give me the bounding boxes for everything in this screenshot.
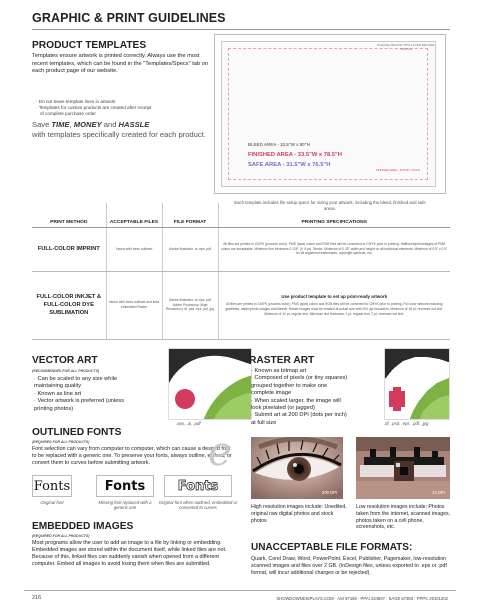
row-method: FULL-COLOR IMPRINT (32, 227, 106, 271)
template-safe-frame (228, 48, 428, 180)
templates-bullet: of complete purchase order (40, 110, 96, 116)
templates-save-text: Save TIME, MONEY and HASSLE with templates specifically created for each product. (32, 120, 206, 139)
font-e-icon: e (208, 429, 232, 475)
fonts-heading: OUTLINED FONTS (32, 427, 122, 438)
table-row (32, 271, 450, 339)
vector-bullets (34, 376, 162, 413)
font-sample-replaced: Fonts (96, 475, 154, 497)
template-caption: Each template includes file setup specs for sizing your artwork, including the bleed, finished and safe areas. (234, 200, 426, 211)
raster-bullet: · When scaled larger, the image will (251, 397, 341, 404)
header-acceptable-files: ACCEPTABLE FILES (106, 203, 162, 227)
vector-recommended: (RECOMMENDED FOR ALL PRODUCTS) (32, 369, 100, 373)
raster-bullet: · Composed of pixels (or tiny squares) (251, 375, 348, 382)
high-res-dpi-label: 200 DPI (322, 490, 338, 495)
high-res-caption: High resolution images include: Unedited, original raw digital photos and stock photos (251, 504, 347, 524)
raster-bullet: complete image (251, 390, 292, 397)
header-file-format: FILE FORMAT (162, 203, 218, 227)
vector-bullet: printing photos) (34, 405, 74, 412)
fonts-required: (REQUIRED FOR ALL PRODUCTS) (32, 440, 90, 444)
font-sample-original: Fonts (32, 475, 72, 497)
footer-divider (24, 590, 456, 591)
raster-formats: .tif, .psd, .eps, .pdf, .jpg (384, 421, 429, 426)
template-note: PLEASE DELETE THIS LAYER BEFORE SAVING (377, 43, 435, 51)
header-print-method: PRINT METHOD (32, 203, 106, 227)
row-format: Adobe Illustrator .ai .eps .pdf (162, 227, 218, 271)
footer-company-info: SHOWDOWNDISPLAYS.COM · ASI 87185 · PPAI 234697 · SAGE 67383 · PPPC 20101202 (276, 596, 448, 601)
row-specs-title: Use product template to set up print-ready artwork (281, 293, 388, 299)
print-methods-table (32, 203, 450, 340)
raster-bullet: · Known as bitmap art (251, 368, 307, 374)
fonts-body: Font selection can vary from computer to computer, which can cause a desired font to be replaced with a generic one. To preserve your fonts, always outline, embed, or convert them to curves before submitting artwork. (32, 446, 232, 467)
raster-bullet: at full size (251, 419, 277, 426)
templates-bullet: · Do not leave template lines in artwork (36, 99, 116, 104)
unacceptable-body: Quark, Corel Draw, Word, PowerPoint, Excel, Publisher, Pagemaker, low-resolution scanned images and files over 2 GB. (InDesign files, unless exported to .eps or .pdf format, will incur additional charges or be rejected). (251, 556, 447, 576)
raster-bullets (251, 368, 371, 427)
font-sample-outlined: Fonts (164, 475, 232, 497)
vector-bullet: · Can be scaled to any size while (34, 376, 118, 382)
page-title: GRAPHIC & PRINT GUIDELINES (32, 11, 226, 25)
template-note-finished: FINISHED AREA - 33.5"W x 78.5"H (376, 168, 421, 172)
raster-bullet: look pixelated (or jagged) (251, 405, 315, 412)
templates-bullets (36, 99, 216, 117)
vector-bullet: · Known as line art (34, 390, 82, 397)
embedded-body: Most programs allow the user to add an image to a file by linking or embedding. Embedded images are stored within the document itself, while linked files are not. Because of this, linked files can suddenly vanish when opened from a different computer. Embed all images to avoid losing them when files are submitted. (32, 540, 227, 568)
unacceptable-heading: UNACCEPTABLE FILE FORMATS: (251, 542, 413, 553)
embedded-required: (REQUIRED FOR ALL PRODUCTS) (32, 534, 90, 538)
raster-bullet: grouped together to make one (251, 382, 328, 389)
finished-area-label: FINISHED AREA - 33.5"W x 78.5"H (248, 152, 342, 158)
templates-heading: PRODUCT TEMPLATES (32, 40, 147, 51)
row-method: FULL-COLOR INKJET & FULL-COLOR DYE SUBLIMATION (32, 271, 106, 339)
font-caption-outlined: Original font when outlined, embedded or converted to curves (158, 500, 238, 511)
low-res-caption: Low resolution images include: Photos taken from the internet, scanned images, photos taken on a cell phone, screenshots, etc. (356, 504, 451, 531)
vector-art-example (168, 348, 252, 420)
vector-formats: .eps, .ai, .pdf (176, 421, 201, 426)
templates-body: Templates ensure artwork is printed correctly. Always use the most recent templates, which can be found in the "Templates/Specs" tab on each product page of our website. (32, 53, 209, 75)
safe-area-label: SAFE AREA - 31.5"W x 76.5"H (248, 162, 331, 168)
title-divider (32, 29, 450, 30)
embedded-heading: EMBEDDED IMAGES (32, 521, 134, 532)
row-files: Vector with fonts outlined and links embedded Raster (106, 271, 162, 339)
row-specs: All files are printed in CMYK (process color). PMS (spot) colors and RGB files will be converted to CMYK prior to printing. Halftones/percentages of PMS colors are acceptable. Minimum line thickness 0.125" (9 .8 pt). Stroke. Minimum of 0.25" width and height on all individual elements. Minimum of 0.5" x 0.5" for all registered trademarks, copyright symbols, etc. (218, 227, 450, 271)
row-files: Vector with fonts outlined (106, 227, 162, 271)
row-format: Adobe Illustrator .ai .eps .pdf Adobe Photoshop (High Resolution) .tif .psd .eps .pdf .jpg (162, 271, 218, 339)
table-row (32, 227, 450, 271)
row-specs (218, 271, 450, 339)
low-res-dpi-label: 10 DPI (432, 490, 445, 495)
font-caption-replaced: Missing font replaced with a generic one (98, 500, 152, 511)
raster-heading: RASTER ART (249, 355, 315, 366)
vector-heading: VECTOR ART (32, 355, 98, 366)
font-caption-original: Original font (40, 500, 64, 505)
vector-bullet: maintaining quality (34, 383, 82, 390)
bleed-area-label: BLEED AREA - 33.5"W x 80"H (248, 142, 310, 147)
raster-art-example (384, 348, 450, 420)
page-number: 216 (32, 595, 42, 601)
vector-bullet: · Vector artwork is preferred (unless (34, 398, 125, 405)
row-specs-text: All files are printed in CMYK (process color). PMS (spot) colors and RGB files will be converted to CMYK prior to printing. Full color artwork including gradients, raster/photo images and bleeds. Raster images must be created at actual size with 200 dpi resolution. Minimum of 18 pt. reversed out text. Minimum of 10 pt. regular text. Minimum line thickness: 1 pt. regular text, 2 pt. reversed out text. (225, 302, 444, 316)
header-printing-specs: PRINTING SPECIFICATIONS (218, 203, 450, 227)
raster-bullet: · Submit art at 200 DPI (dots per inch) (251, 412, 347, 419)
templates-bullet: · Templates for custom products are created after receipt (36, 104, 152, 110)
